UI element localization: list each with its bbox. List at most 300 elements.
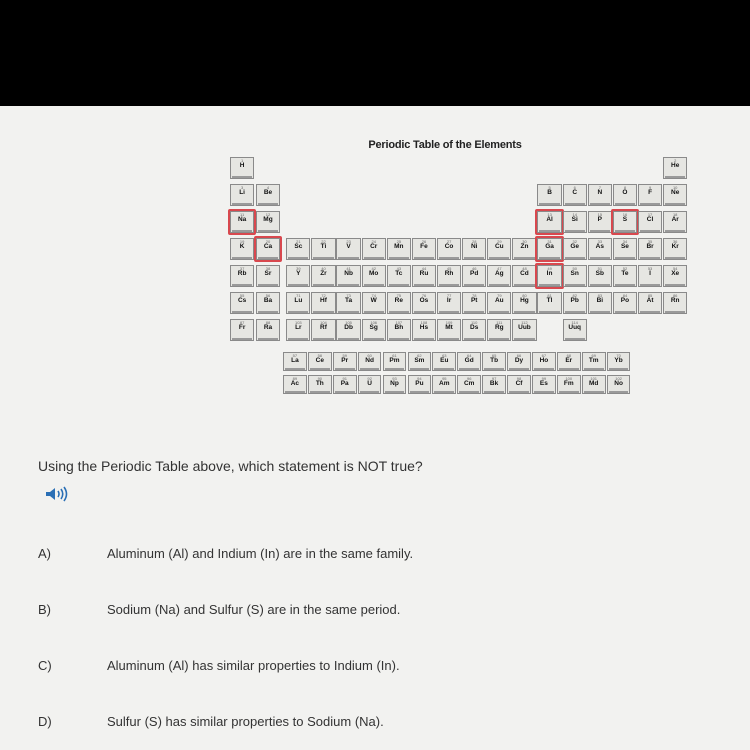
element-mass-bar — [489, 311, 509, 313]
element-number: 4 — [266, 185, 270, 190]
element-symbol: Md — [589, 380, 599, 387]
highlight-box-s — [611, 209, 639, 235]
element-symbol: Rb — [237, 270, 247, 277]
element-mass-bar — [459, 368, 479, 370]
element-number: 28 — [471, 239, 477, 244]
element-fm — [557, 375, 581, 394]
element-number: 80 — [522, 293, 527, 298]
element-symbol: Pr — [341, 357, 349, 364]
element-mass-bar — [565, 257, 585, 259]
element-np — [383, 375, 407, 394]
element-symbol: Al — [546, 216, 553, 223]
element-ru — [412, 265, 436, 287]
element-pm — [383, 352, 407, 371]
element-symbol: Ta — [345, 297, 353, 304]
element-mass-bar — [665, 257, 685, 259]
element-symbol: Po — [620, 297, 630, 304]
element-mass-bar — [565, 338, 585, 340]
element-re — [387, 292, 411, 314]
element-mass-bar — [414, 311, 434, 313]
element-symbol: Zn — [520, 243, 529, 250]
element-number: 13 — [547, 212, 552, 217]
element-number: 31 — [547, 239, 552, 244]
element-mass-bar — [258, 230, 278, 232]
element-symbol: Sm — [414, 357, 425, 364]
element-sg — [362, 319, 386, 341]
element-rn — [663, 292, 687, 314]
element-mass-bar — [509, 391, 529, 393]
element-number: 45 — [446, 266, 452, 271]
element-mass-bar — [615, 257, 635, 259]
element-lr — [286, 319, 310, 341]
element-number: 16 — [622, 212, 628, 217]
element-symbol: Th — [315, 380, 324, 387]
element-symbol: Ga — [545, 243, 554, 250]
element-symbol: At — [646, 297, 654, 304]
element-mass-bar — [640, 257, 660, 259]
element-number: 54 — [672, 266, 678, 271]
element-symbol: Be — [263, 189, 273, 196]
element-number: 7 — [598, 185, 601, 190]
element-mass-bar — [489, 257, 509, 259]
element-mass-bar — [313, 284, 333, 286]
element-mass-bar — [509, 368, 529, 370]
element-mass-bar — [609, 368, 629, 370]
element-number: 64 — [466, 353, 472, 358]
element-mass-bar — [288, 311, 308, 313]
element-v — [336, 238, 360, 260]
element-symbol: Ti — [320, 243, 327, 250]
element-mass-bar — [459, 391, 479, 393]
element-ag — [487, 265, 511, 287]
element-symbol: N — [597, 189, 603, 196]
element-mass-bar — [310, 368, 330, 370]
element-number: 10 — [672, 185, 678, 190]
element-number: 52 — [622, 266, 628, 271]
element-symbol: Ho — [539, 357, 549, 364]
element-number: 96 — [466, 376, 472, 381]
element-symbol: V — [346, 243, 351, 250]
element-ir — [437, 292, 461, 314]
element-number: 88 — [265, 320, 271, 325]
element-number: 92 — [367, 376, 372, 381]
element-mass-bar — [288, 284, 308, 286]
element-number: 39 — [296, 266, 301, 271]
element-es — [532, 375, 556, 394]
element-mass-bar — [665, 284, 685, 286]
element-symbol: Cr — [370, 243, 378, 250]
element-number: 103 — [294, 320, 302, 325]
element-mass-bar — [410, 368, 430, 370]
element-number: 23 — [346, 239, 351, 244]
element-ge — [563, 238, 587, 260]
element-symbol: Gd — [464, 357, 474, 364]
option-d-letter[interactable]: D) — [38, 714, 52, 729]
element-number: 78 — [471, 293, 477, 298]
element-sr — [256, 265, 280, 287]
element-number: 24 — [371, 239, 376, 244]
element-symbol: Ba — [263, 297, 273, 304]
element-symbol: Ar — [671, 216, 679, 223]
element-number: 66 — [516, 353, 522, 358]
element-mass-bar — [232, 311, 252, 313]
element-mass-bar — [313, 338, 333, 340]
element-number: 89 — [292, 376, 298, 381]
element-b — [537, 184, 561, 206]
element-mass-bar — [590, 230, 610, 232]
element-mass-bar — [232, 284, 252, 286]
element-o — [613, 184, 637, 206]
element-number: 30 — [522, 239, 527, 244]
element-mass-bar — [559, 391, 579, 393]
element-uuq — [563, 319, 587, 341]
element-number: 35 — [647, 239, 653, 244]
element-nb — [336, 265, 360, 287]
element-number: 8 — [623, 185, 627, 190]
element-la — [283, 352, 307, 371]
element-rg — [487, 319, 511, 341]
element-symbol: Pd — [470, 270, 479, 277]
element-symbol: Mg — [263, 216, 273, 223]
element-number: 86 — [672, 293, 678, 298]
element-number: 26 — [421, 239, 427, 244]
element-symbol: C — [572, 189, 578, 196]
element-ce — [308, 352, 332, 371]
element-mass-bar — [335, 391, 355, 393]
option-c-text[interactable]: Aluminum (Al) has similar properties to Indium (In). — [107, 658, 400, 673]
element-i — [638, 265, 662, 287]
element-mass-bar — [464, 311, 484, 313]
element-symbol: Li — [239, 189, 245, 196]
periodic-table-title: Periodic Table of the Elements — [368, 139, 522, 151]
option-b-letter[interactable]: B) — [38, 602, 51, 617]
element-number: 49 — [547, 266, 552, 271]
element-number: 111 — [496, 320, 503, 325]
element-cl — [638, 211, 662, 233]
element-symbol: Tc — [395, 270, 403, 277]
element-symbol: Ru — [419, 270, 429, 277]
element-number: 25 — [396, 239, 402, 244]
element-mass-bar — [665, 230, 685, 232]
element-mass-bar — [559, 368, 579, 370]
element-c — [563, 184, 587, 206]
element-number: 44 — [421, 266, 427, 271]
element-number: 105 — [345, 320, 352, 325]
element-mass-bar — [615, 284, 635, 286]
element-mass-bar — [640, 311, 660, 313]
element-mass-bar — [439, 257, 459, 259]
element-symbol: Tm — [588, 357, 599, 364]
element-mass-bar — [414, 257, 434, 259]
element-mass-bar — [389, 257, 409, 259]
element-number: 47 — [497, 266, 502, 271]
element-symbol: Xe — [671, 270, 680, 277]
element-w — [362, 292, 386, 314]
element-mass-bar — [439, 284, 459, 286]
highlight-box-na — [228, 209, 256, 235]
element-mass-bar — [590, 203, 610, 205]
element-mass-bar — [514, 311, 534, 313]
element-number: 87 — [239, 320, 245, 325]
element-number: 37 — [239, 266, 245, 271]
element-mass-bar — [410, 391, 430, 393]
element-symbol: Lr — [295, 324, 302, 331]
element-mg — [256, 211, 280, 233]
element-mass-bar — [665, 176, 685, 178]
element-ac — [283, 375, 307, 394]
option-a-text[interactable]: Aluminum (Al) and Indium (In) are in the same family. — [107, 546, 414, 561]
element-number: 93 — [392, 376, 397, 381]
element-mass-bar — [464, 338, 484, 340]
element-number: 51 — [597, 266, 603, 271]
element-mass-bar — [360, 368, 380, 370]
element-mass-bar — [385, 391, 405, 393]
element-symbol: Db — [344, 324, 353, 331]
element-number: 20 — [265, 239, 271, 244]
element-symbol: Rn — [670, 297, 680, 304]
element-mass-bar — [364, 284, 384, 286]
element-number: 41 — [346, 266, 351, 271]
element-mass-bar — [338, 311, 358, 313]
element-cf — [507, 375, 531, 394]
element-number: 27 — [446, 239, 452, 244]
element-symbol: P — [597, 216, 602, 223]
element-symbol: Bh — [394, 324, 404, 331]
element-mass-bar — [360, 391, 380, 393]
element-md — [582, 375, 606, 394]
element-mass-bar — [258, 203, 278, 205]
element-number: 58 — [317, 353, 323, 358]
element-symbol: Ge — [570, 243, 580, 250]
element-mass-bar — [514, 257, 534, 259]
element-symbol: U — [367, 380, 372, 387]
element-symbol: Fe — [420, 243, 428, 250]
element-tm — [582, 352, 606, 371]
element-th — [308, 375, 332, 394]
element-no — [607, 375, 631, 394]
element-number: 56 — [265, 293, 271, 298]
element-number: 63 — [442, 353, 447, 358]
element-mass-bar — [590, 311, 610, 313]
element-mass-bar — [539, 203, 559, 205]
element-eu — [432, 352, 456, 371]
element-symbol: Bi — [596, 297, 604, 304]
element-symbol: Rh — [444, 270, 454, 277]
element-mass-bar — [232, 257, 252, 259]
element-number: 48 — [522, 266, 527, 271]
element-symbol: Yb — [614, 357, 623, 364]
element-ne — [663, 184, 687, 206]
element-symbol: Y — [296, 270, 301, 277]
element-xe — [663, 265, 687, 287]
element-kr — [663, 238, 687, 260]
element-number: 97 — [491, 376, 497, 381]
element-ra — [256, 319, 280, 341]
element-number: 114 — [571, 320, 578, 325]
element-mass-bar — [232, 338, 252, 340]
element-number: 74 — [371, 293, 376, 298]
element-symbol: Os — [419, 297, 429, 304]
element-number: 38 — [265, 266, 271, 271]
element-fr — [230, 319, 254, 341]
element-mass-bar — [665, 203, 685, 205]
element-as — [588, 238, 612, 260]
element-mass-bar — [584, 391, 604, 393]
element-symbol: Zr — [320, 270, 327, 277]
element-symbol: Uub — [518, 324, 531, 331]
element-number: 14 — [572, 212, 577, 217]
element-symbol: Sn — [570, 270, 579, 277]
element-f — [638, 184, 662, 206]
element-mass-bar — [258, 311, 278, 313]
element-os — [412, 292, 436, 314]
element-mass-bar — [285, 391, 305, 393]
element-mass-bar — [258, 284, 278, 286]
element-number: 1 — [240, 158, 244, 163]
element-mass-bar — [484, 368, 504, 370]
element-mass-bar — [338, 257, 358, 259]
element-mass-bar — [439, 311, 459, 313]
element-symbol: Sr — [264, 270, 272, 277]
element-symbol: Hg — [520, 297, 529, 304]
element-symbol: Si — [571, 216, 578, 223]
element-mass-bar — [615, 203, 635, 205]
element-mass-bar — [484, 391, 504, 393]
element-li — [230, 184, 254, 206]
element-ta — [336, 292, 360, 314]
element-mass-bar — [534, 391, 554, 393]
element-tl — [537, 292, 561, 314]
element-hf — [311, 292, 335, 314]
element-br — [638, 238, 662, 260]
element-number: 62 — [417, 353, 422, 358]
element-mass-bar — [258, 338, 278, 340]
element-number: 73 — [346, 293, 351, 298]
element-number: 11 — [240, 212, 245, 217]
element-symbol: Er — [565, 357, 573, 364]
element-symbol: B — [547, 189, 552, 196]
element-be — [256, 184, 280, 206]
element-symbol: Bk — [489, 380, 499, 387]
element-zr — [311, 265, 335, 287]
element-number: 34 — [622, 239, 628, 244]
element-number: 50 — [572, 266, 577, 271]
element-symbol: Mo — [369, 270, 379, 277]
element-yb — [607, 352, 631, 371]
element-number: 107 — [395, 320, 403, 325]
element-symbol: I — [649, 270, 651, 277]
element-mass-bar — [640, 284, 660, 286]
element-symbol: Sc — [294, 243, 303, 250]
element-mass-bar — [590, 284, 610, 286]
element-number: 101 — [590, 376, 598, 381]
element-sc — [286, 238, 310, 260]
element-mass-bar — [539, 311, 559, 313]
element-fe — [412, 238, 436, 260]
element-number: 82 — [572, 293, 577, 298]
element-rb — [230, 265, 254, 287]
element-mass-bar — [565, 284, 585, 286]
element-mass-bar — [389, 284, 409, 286]
speaker-icon[interactable] — [44, 484, 70, 504]
element-symbol: Ce — [315, 357, 324, 364]
element-po — [613, 292, 637, 314]
element-symbol: Ac — [290, 380, 300, 387]
element-tb — [482, 352, 506, 371]
element-er — [557, 352, 581, 371]
element-mass-bar — [434, 391, 454, 393]
element-number: 102 — [615, 376, 622, 381]
element-sb — [588, 265, 612, 287]
element-mass-bar — [285, 368, 305, 370]
element-mass-bar — [615, 311, 635, 313]
element-mass-bar — [364, 311, 384, 313]
element-uub — [512, 319, 536, 341]
option-a-letter[interactable]: A) — [38, 546, 51, 561]
element-symbol: Na — [237, 216, 247, 223]
element-symbol: As — [595, 243, 604, 250]
element-number: 2 — [674, 158, 677, 163]
element-number: 3 — [240, 185, 244, 190]
element-nd — [358, 352, 382, 371]
highlight-box-al — [535, 209, 563, 235]
element-pd — [462, 265, 486, 287]
element-symbol: La — [291, 357, 299, 364]
element-mass-bar — [232, 176, 252, 178]
element-ar — [663, 211, 687, 233]
element-am — [432, 375, 456, 394]
element-number: 43 — [396, 266, 402, 271]
element-number: 85 — [647, 293, 653, 298]
element-number: 98 — [516, 376, 522, 381]
element-symbol: Es — [539, 380, 548, 387]
element-symbol: Re — [394, 297, 403, 304]
element-ba — [256, 292, 280, 314]
element-symbol: Cd — [520, 270, 529, 277]
element-number: 109 — [445, 320, 453, 325]
element-symbol: Te — [621, 270, 629, 277]
highlight-box-in — [535, 263, 563, 289]
option-b-text[interactable]: Sodium (Na) and Sulfur (S) are in the same period. — [107, 602, 401, 617]
element-mass-bar — [385, 368, 405, 370]
element-number: 77 — [446, 293, 452, 298]
element-symbol: Rf — [320, 324, 327, 331]
element-number: 68 — [566, 353, 572, 358]
element-symbol: In — [546, 270, 553, 277]
element-p — [588, 211, 612, 233]
option-d-text[interactable]: Sulfur (S) has similar properties to Sodium (Na). — [107, 714, 384, 729]
element-symbol: Cm — [463, 380, 475, 387]
element-mass-bar — [464, 284, 484, 286]
element-symbol: Ag — [494, 270, 504, 277]
option-c-letter[interactable]: C) — [38, 658, 52, 673]
element-mass-bar — [335, 368, 355, 370]
element-symbol: Am — [439, 380, 450, 387]
element-mass-bar — [489, 338, 509, 340]
lanthanide-actinide-block — [283, 352, 633, 402]
element-number: 6 — [573, 185, 576, 190]
element-symbol: Sg — [369, 324, 378, 331]
element-symbol: No — [614, 380, 623, 387]
element-number: 69 — [591, 353, 596, 358]
element-symbol: Ni — [470, 243, 478, 250]
element-mass-bar — [514, 284, 534, 286]
element-ti — [311, 238, 335, 260]
element-number: 59 — [342, 353, 347, 358]
element-number: 91 — [342, 376, 347, 381]
element-lu — [286, 292, 310, 314]
element-symbol: Ra — [263, 324, 273, 331]
